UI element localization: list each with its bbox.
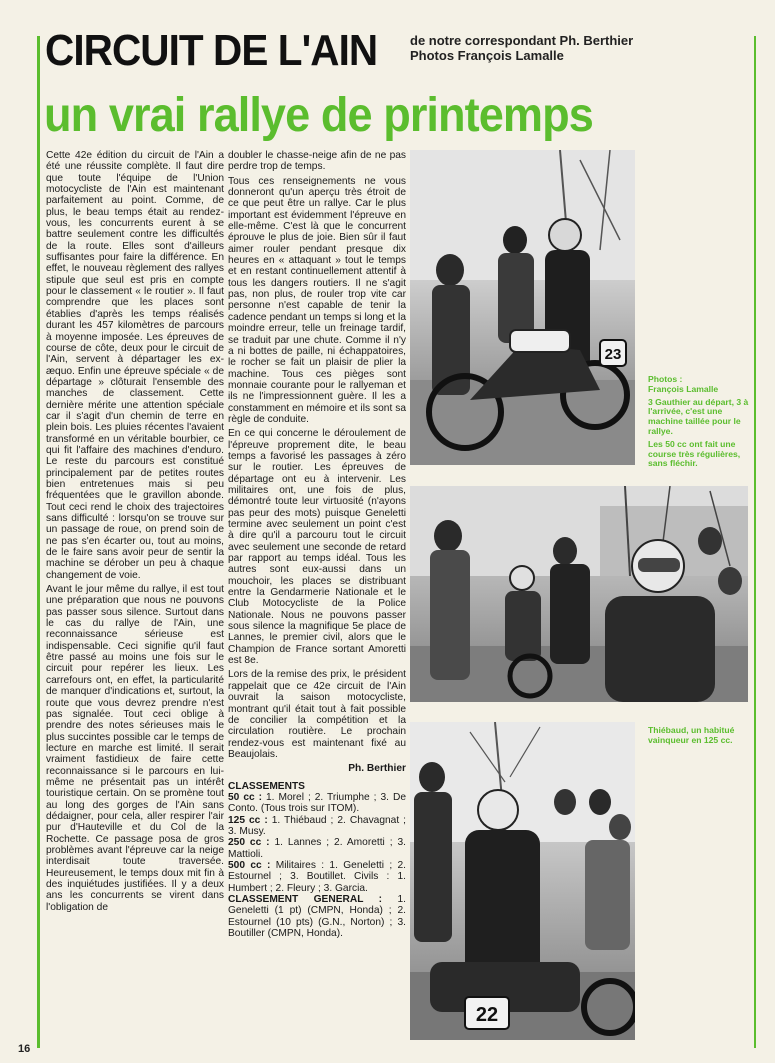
left-green-rule (37, 36, 40, 1048)
headline: CIRCUIT DE L'AIN (45, 26, 378, 75)
photo-illustration (410, 722, 635, 1040)
results-label: CLASSEMENT GENERAL : (228, 894, 383, 905)
page-number: 16 (18, 1043, 31, 1055)
results-text: 1. Thiébaud ; 2. Chavagnat ; 3. Musy. (228, 814, 406, 837)
results-250cc (228, 837, 406, 860)
plate-number-text: 22 (475, 1004, 499, 1026)
results-text: 1. Geneletti (1 pt) (CMPN, Honda) ; 2. Estournel (10 pts) (G.N., Norton) ; 3. Boutiller (CMPN, Honda). (228, 894, 406, 940)
results-text: 1. Morel ; 2. Triumphe ; 3. De Conto. (Tous trois sur ITOM). (228, 791, 406, 815)
article-paragraph: Avant le jour même du rallye, il est tout une préparation que nous ne pouvons pas passer sous silence. Surtout dans le cas du rallye de l'Ain, une reconnaissance sérieuse est indispensable. Ceci signifie qu'il faut être passé au moins une fois sur le circuit pour repérer les lieux. Les carrefours ont, en effet, la particularité de manquer d'indications et, surtout, la route que vous devrez prendre n'est pas signalée. Tout ceci oblige à prendre des notes sérieuses mais le plus succintes possible car le temps de lecture en marche est limité. Il serait vraiment fastidieux de faire cette reconnaissance si le parcours en lui-même ne présentait pas un intérêt touristique certain. On se promène tout au long des gorges de l'Ain sans dédaigner, pour cela, aller respirer l'air pur d'Hauteville et du Col de la Rochette. Ce passage posa de gros problèmes avant l'épreuve car la neige interdisait toute traversée. Heureusement, le temps doux mit fin à des inquiétudes justifiées. Il y a deux ans les concurrents se virent dans l'obligation de (46, 584, 224, 913)
byline-correspondent: de notre correspondant Ph. Berthier (410, 33, 634, 48)
byline-photos: Photos François Lamalle (410, 48, 564, 63)
plate-number-text: 23 (604, 346, 622, 363)
caption-credit-name: François Lamalle (648, 383, 719, 394)
results-general (228, 894, 406, 939)
byline (410, 33, 633, 63)
caption-text: Les 50 cc ont fait une course très régulières, sans fléchir. (648, 438, 741, 469)
article-paragraph: Cette 42e édition du circuit de l'Ain a été une réussite complète. Il faut dire que toute l'équipe de l'Union motocycliste de l'Ain est maintenant parfaitement au point. Comme, de plus, le beau temps était au rendez-vous, les concurrents eurent à se battre seulement contre les difficultés de la route. Elles sont d'ailleurs suffisantes pour faire la différence. En effet, le nouveau règlement des rallyes stipule que seul est pris en compte pour le classement « le routier ». Il faut comprendre que les places sont établies d'après les temps réalisés durant les 457 kilomètres de parcours à moyenne imposée. Les épreuves de course de côte, deux pour le circuit de l'Ain, servent à départager les ex-æquo. Enfin une épreuve spéciale « de départage » clôturait l'ensemble des manches de classement. Cette dernière mérite une attention spéciale car il s'agit d'un chemin de terre en plein bois. Les pluies récentes l'avaient transformé en un véritable bourbier, ce qui fit l'affaire des machines d'enduro. Le reste du parcours est constitué principalement par de petites routes bien entretenues mais si peu fréquentées que le gravillon abonde. Tout ceci rend le choix des trajectoires sans difficulté : lorsqu'on se trouve sur un passage de roue, on prend soin de ne pas s'en écarter ou, tout au moins, de le faire sans avoir peur de sentir la machine se dérober un peu à chaque changement de voie. (46, 150, 224, 581)
photo-riders-crowd (410, 486, 748, 702)
caption-text: 3 Gauthier au départ, 3 à l'arrivée, c'est une machine taillée pour le rallye. (648, 396, 749, 436)
article-paragraph: doubler le chasse-neige afin de ne pas perdre trop de temps. (228, 150, 406, 173)
results-label: 50 cc : (228, 791, 263, 803)
article-column-2 (228, 150, 406, 939)
subheadline: un vrai rallye de printemps (44, 89, 593, 142)
photo-illustration (410, 486, 748, 702)
results-125cc (228, 815, 406, 838)
photo-caption-1 (648, 375, 753, 472)
right-green-rule (754, 36, 756, 1048)
article-paragraph: Tous ces renseignements ne vous donneront qu'un aperçu très étroit de ce que peut être un rallye. Car le plus important est évidemment l'épreuve en elle-même. C'est là que le concurrent éprouve le plus de joie. Bien sûr il faut aimer rouler pendant presque dix heures en « attaquant » tout le temps et en restant continuellement attentif à tous les dangers routiers. Il ne s'agit pas, non plus, de rouler trop vite car personne n'est capable de tenir la cadence pendant un temps si long et la moindre erreur, telle un freinage tardif, se traduit par une chute. Comme il n'y a ni bottes de paille, ni échappatoires, le rocher se fait un plaisir de plier la machine. Tous ces pièges sont monnaie courante pour le rallyeman et ils ne l'impressionnent guère. Il les a constamment en mémoire et ils sont sa règle de conduite. (228, 175, 406, 425)
results-label: 125 cc : (228, 814, 268, 826)
caption-credit (648, 375, 753, 395)
photo-illustration (410, 150, 635, 465)
article-paragraph: En ce qui concerne le déroulement de l'épreuve proprement dite, le beau temps a favorisé les passages à zéro sur le routier. Les épreuves de départage ont eu à intervenir. Les militaires ont, une fois de plus, démontré toute leur virtuosité (n'ayons pas peur des mots) puisque Geneletti termine avec seulement un point c'est à dire qu'il a parcouru tout le circuit avec seulement une seconde de retard par rapport au temps idéal. Tous les autres sont eux-aussi dans un mouchoir, les places se distribuant entre la Gendarmerie Nationale et le Club Motocycliste de la Police Nationale. Nous ne pouvons passer sous silence la magnifique 5e place de Lannes, le premier civil, alors que le Champion de France sortant Amoretti est 8e. (228, 428, 406, 667)
results-500cc (228, 860, 406, 894)
results-50cc (228, 792, 406, 815)
article-signature: Ph. Berthier (348, 763, 406, 775)
photo-gauthier-motorcycle (410, 150, 635, 465)
results-heading: CLASSEMENTS (228, 780, 305, 792)
photo-thiebaud-motorcycle (410, 722, 635, 1040)
results-label: 250 cc : (228, 837, 270, 849)
article-column-1 (46, 150, 224, 916)
results-text: 1. Lannes ; 2. Amoretti ; 3. Mattioli. (228, 837, 406, 860)
caption-credit-label: Photos : (648, 374, 683, 384)
results-label: 500 cc : (228, 859, 271, 871)
photo-caption-2: Thiébaud, un habitué vainqueur en 125 cc. (648, 725, 735, 745)
article-paragraph: Lors de la remise des prix, le président rappelait que ce 42e circuit de l'Ain ouvrait la saison motocycliste, montrant qu'il était tout à fait possible de concilier la compétition et la circulation routière. Le prochain rendez-vous est maintenant fixé au Beaujolais. (228, 669, 406, 760)
results-text: Militaires : 1. Geneletti ; 2. Estournel ; 3. Boutillet. Civils : 1. Humbert ; 2. Fleury ; 3. Garcia. (228, 859, 406, 894)
